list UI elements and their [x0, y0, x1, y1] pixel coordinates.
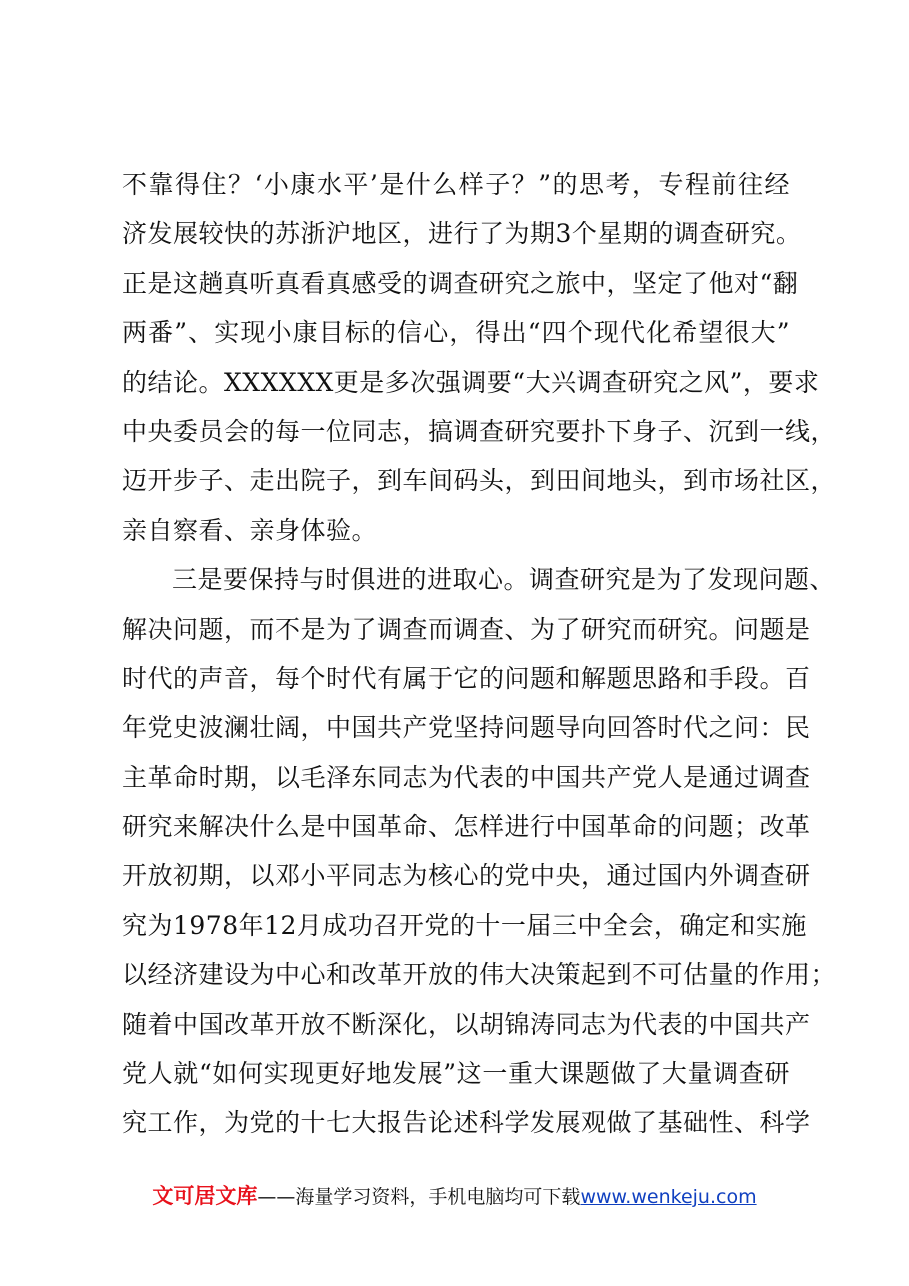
text-line: 亲自察看、亲身体验。 [122, 515, 378, 545]
text-line: 中央委员会的每一位同志，搞调查研究要扑下身子、沉到一线， [122, 416, 837, 446]
footer-brand: 文可居文库 [152, 1184, 258, 1208]
text-line: 以经济建设为中心和改革开放的伟大决策起到不可估量的作用； [122, 960, 837, 990]
text-line: 究工作，为党的十七大报告论述科学发展观做了基础性、科学 [122, 1108, 811, 1138]
text-line: 开放初期，以邓小平同志为核心的党中央，通过国内外调查研 [122, 861, 811, 891]
footer-link[interactable]: www.wenkeju.com [580, 1186, 757, 1208]
footer-slogan: ——海量学习资料，手机电脑均可下载 [257, 1186, 581, 1208]
text-line: 研究来解决什么是中国革命、怎样进行中国革命的问题；改革 [122, 812, 811, 842]
text-line: 党人就“如何实现更好地发展”这一重大课题做了大量调查研 [122, 1059, 790, 1089]
text-line: 主革命时期，以毛泽东同志为代表的中国共产党人是通过调查 [122, 762, 811, 792]
text-line: 不靠得住？‘小康水平’是什么样子？”的思考，专程前往经 [122, 170, 790, 199]
text-line: 济发展较快的苏浙沪地区，进行了为期3个星期的调查研究。 [122, 219, 802, 249]
text-line: 随着中国改革开放不断深化，以胡锦涛同志为代表的中国共产 [122, 1009, 811, 1039]
paragraph-first-line: 三是要保持与时俱进的进取心。调查研究是为了发现问题、 [172, 565, 836, 595]
text-line: 的结论。XXXXXX更是多次强调要“大兴调查研究之风”，要求 [122, 367, 820, 397]
text-line: 时代的声音，每个时代有属于它的问题和解题思路和手段。百 [122, 663, 811, 693]
text-line: 究为1978年12月成功召开党的十一届三中全会，确定和实施 [122, 910, 807, 940]
text-line: 解决问题，而不是为了调查而调查、为了研究而研究。问题是 [122, 614, 811, 644]
text-line: 年党史波澜壮阔，中国共产党坚持问题导向回答时代之问：民 [122, 713, 811, 743]
text-line: 迈开步子、走出院子，到车间码头，到田间地头，到市场社区， [122, 466, 837, 496]
text-line: 正是这趟真听真看真感受的调查研究之旅中，坚定了他对“翻 [122, 268, 799, 298]
body-text [122, 160, 837, 1148]
text-line: 两番”、实现小康目标的信心，得出“四个现代化希望很大” [122, 318, 790, 348]
footer-banner [0, 1180, 909, 1210]
